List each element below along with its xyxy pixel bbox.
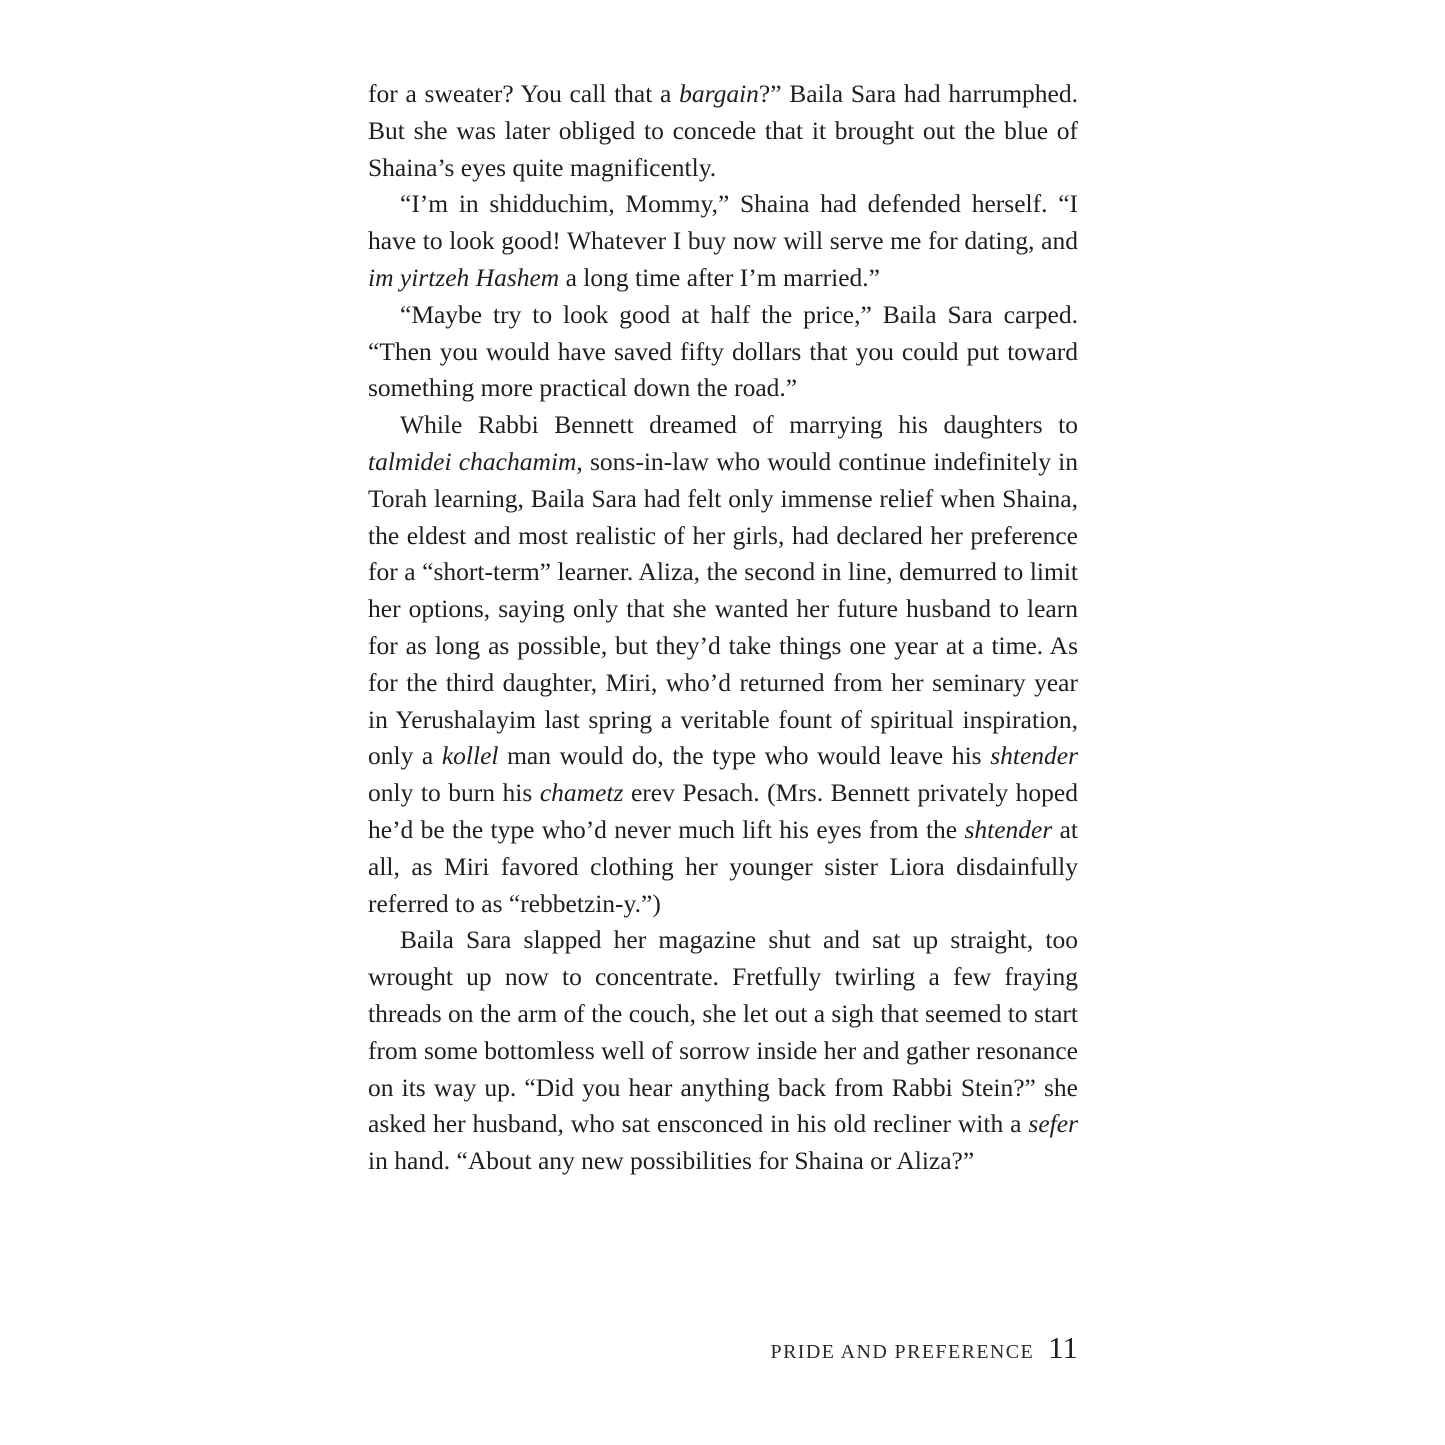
italic-text: shtender <box>964 814 1053 844</box>
italic-text: talmidei chachamim <box>368 446 577 476</box>
italic-text: sefer <box>1028 1109 1078 1139</box>
running-head: PRIDE AND PREFERENCE <box>770 1341 1035 1363</box>
text-run: ?” Baila Sara had harrumphed. But she was later obliged to concede that it brought out the blue of Shaina’s eyes quite magnificently. <box>368 79 1078 182</box>
body-text <box>368 76 1078 1180</box>
italic-text: kollel <box>441 741 499 771</box>
text-run: erev Pesach. (Mrs. Bennett privately hoped he’d be the type who’d never much lift his eyes from the <box>368 778 1078 844</box>
text-run: “I’m in shidduchim, Mommy,” Shaina had defended herself. “I have to look good! Whatever I buy now will serve me for dating, and <box>368 189 1078 256</box>
text-run: While Rabbi Bennett dreamed of marrying his daughters to <box>400 410 1078 440</box>
paragraph <box>368 407 1078 922</box>
paragraph <box>368 186 1078 296</box>
paragraph <box>368 297 1078 407</box>
text-run: Baila Sara slapped her magazine shut and sat up straight, too wrought up now to concentrate. Fretfully twirling a few fraying threads on the arm of the couch, she let out a sigh that seemed to start from some bottomless well of sorrow inside her and gather resonance on its way up. “Did you hear anything back from Rabbi Stein?” she asked her husband, who sat ensconced in his old recliner with a <box>368 925 1078 1139</box>
paragraph <box>368 76 1078 186</box>
text-run: for a sweater? You call that a <box>368 79 680 108</box>
text-run: man would do, the type who would leave his <box>498 741 991 771</box>
italic-text: bargain <box>679 79 759 108</box>
italic-text: im yirtzeh Hashem <box>368 262 560 292</box>
text-run: a long time after I’m married.” <box>559 262 880 292</box>
text-run: , sons-in-law who would continue indefinitely in Torah learning, Baila Sara had felt only immense relief when Shaina, the eldest and most realistic of her girls, had declared her preference for a “short-term” learner. Aliza, the second in line, demurred to limit her options, saying only that she wanted her future husband to learn for as long as possible, but they’d take things one year at a time. As for the third daughter, Miri, who’d returned from her seminary year in Yerushalayim last spring a veritable fount of spiritual inspiration, only a <box>368 446 1079 771</box>
text-run: in hand. “About any new possibilities for Shaina or Aliza?” <box>368 1146 975 1176</box>
italic-text: chametz <box>539 778 624 808</box>
paragraph <box>368 922 1078 1180</box>
italic-text: shtender <box>990 741 1079 771</box>
text-run: at all, as Miri favored clothing her younger sister Liora disdainfully referred to as “rebbetzin-y.”) <box>368 814 1079 918</box>
page-footer <box>771 1330 1078 1366</box>
page-number: 11 <box>1048 1330 1078 1365</box>
text-run: “Maybe try to look good at half the price,” Baila Sara carped. “Then you would have saved fifty dollars that you could put toward something more practical down the road.” <box>368 299 1078 403</box>
text-run: only to burn his <box>368 778 540 808</box>
